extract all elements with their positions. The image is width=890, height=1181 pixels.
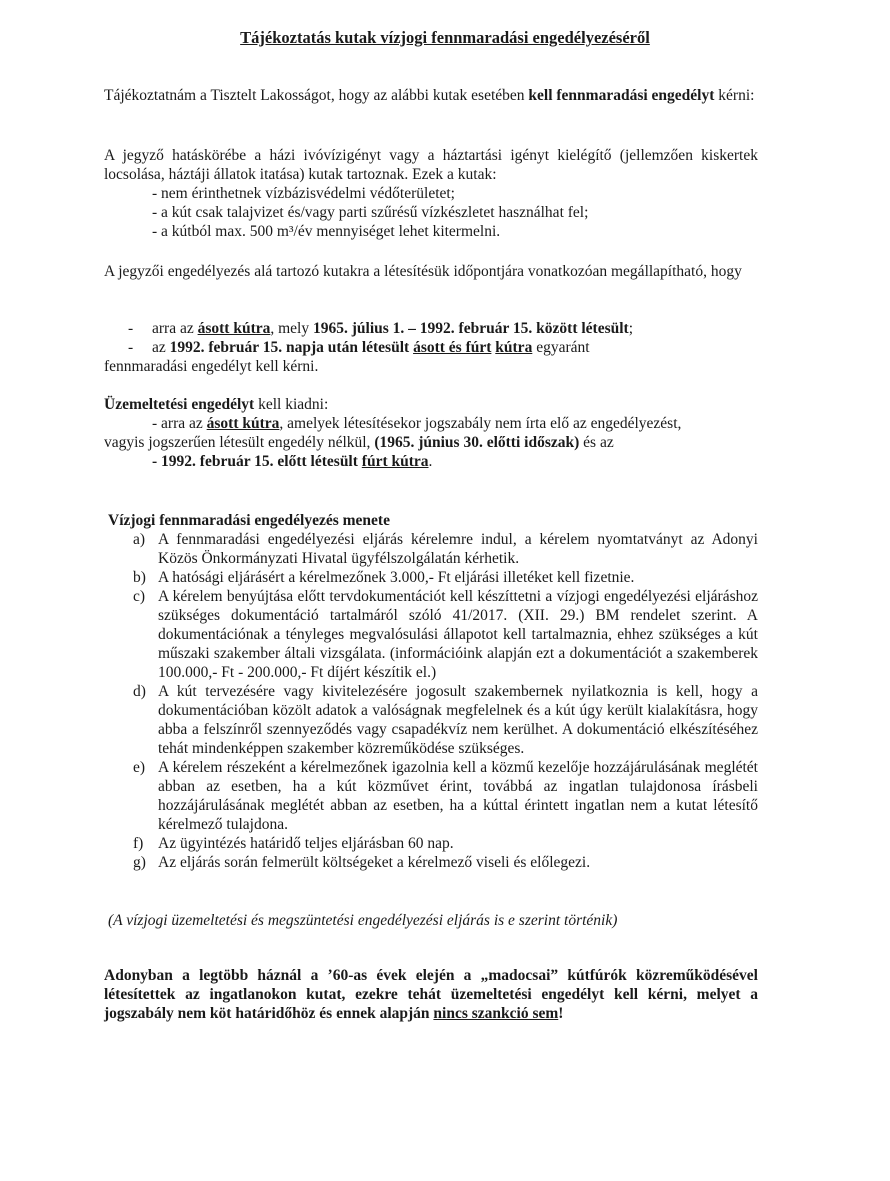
closing-paragraph: Adonyban a legtöbb háznál a ’60-as évek elején a „madocsai” kútfúrók közreműködésével létesítettek az ingatlanokon kutat, ezekre tehát üzemeltetési engedélyt kell kérni, melyet a jogszabály nem köt határidőhöz és ennek alapján nincs szankció sem! <box>104 967 758 1022</box>
operating-line: vagyis jogszerűen létesült engedély nélkül, (1965. június 30. előtti időszak) és az <box>104 434 614 451</box>
operating-line: - 1992. február 15. előtt létesült fúrt kútra. <box>152 453 433 470</box>
intro-bold: kell fennmaradási engedélyt <box>528 87 715 104</box>
procedure-step: g) Az eljárás során felmerült költségeket a kérelmező viseli és előlegezi. <box>133 854 591 871</box>
scope-item: - a kút csak talajvizet és/vagy parti szűrésű vízkészletet használhat fel; <box>152 204 589 221</box>
document-title: Tájékoztatás kutak vízjogi fennmaradási engedélyezéséről <box>240 28 650 47</box>
procedure-step: a) A fennmaradási engedélyezési eljárás kérelemre indul, a kérelem nyomtatványt az Adonyi Közös Önkormányzati Hivatal ügyfélszolgálatán kérhetik. <box>133 531 758 567</box>
intro-paragraph: Tájékoztatnám a Tisztelt Lakosságot, hogy az alábbi kutak esetében kell fennmaradási engedélyt kérni: <box>104 87 755 104</box>
procedure-step: b) A hatósági eljárásért a kérelmezőnek 3.000,- Ft eljárási illetéket kell fizetnie. <box>133 569 635 586</box>
permit-item: - az 1992. február 15. napja után létesült ásott és fúrt kútra egyaránt <box>128 339 590 356</box>
permit-item: - arra az ásott kútra, mely 1965. július 1. – 1992. február 15. között létesült; <box>128 320 634 337</box>
scope-list <box>104 184 758 241</box>
scope-item: - nem érinthetnek vízbázisvédelmi védőterületet; <box>152 185 455 202</box>
scope-item: - a kútból max. 500 m³/év mennyiséget lehet kitermelni. <box>152 223 501 240</box>
scope-paragraph: A jegyző hatáskörébe a házi ivóvízigényt vagy a háztartási igényt kielégítő (jellemzően kiskertek locsolása, háztáji állatok itatása) kutak tartoznak. Ezek a kutak: <box>104 147 758 183</box>
permit-list <box>104 319 758 376</box>
procedure-step: e) A kérelem részeként a kérelmezőnek igazolnia kell a közmű kezelője hozzájárulásának meglétét abban az esetben, ha a kút közművet érint, továbbá az ingatlan tulajdonosa írásbeli hozzájárulásának meglétét abban az esetben, ha a kúttal érintett ingatlan nem a kutat létesítő kérelmező tulajdona. <box>133 759 758 833</box>
procedure-step: c) A kérelem benyújtása előtt tervdokumentációt kell készíttetni a vízjogi engedélyezési eljáráshoz szükséges dokumentáció tartalmáról szóló 41/2017. (XII. 29.) BM rendelet szerint. A dokumentációnak a tényleges megvalósulási állapotot kell tartalmaznia, ehhez szükséges a kút műszaki szakember általi vizsgálata. (információink alapján ezt a dokumentációt a szakemberek 100.000,- Ft - 200.000,- Ft díjért készítik el.) <box>133 588 758 681</box>
permit-intro: A jegyzői engedélyezés alá tartozó kutakra a létesítésük időpontjára vonatkozóan megállapítható, hogy <box>104 263 742 280</box>
operating-line: - arra az ásott kútra, amelyek létesítésekor jogszabály nem írta elő az engedélyezést, <box>152 415 682 432</box>
procedure-note: (A vízjogi üzemeltetési és megszüntetési engedélyezési eljárás is e szerint történik) <box>108 912 618 929</box>
operating-heading: Üzemeltetési engedélyt kell kiadni: <box>104 396 329 413</box>
procedure-steps <box>108 530 758 872</box>
permit-tail: fennmaradási engedélyt kell kérni. <box>104 358 319 375</box>
procedure-step: d) A kút tervezésére vagy kivitelezésére jogosult szakembernek nyilatkoznia is kell, hogy a dokumentációban közölt adatok a valóságnak megfelelnek és a kút úgy került kialakításra, hogy abba a felszínről szennyeződés vagy csapadékvíz nem kerülhet. A dokumentáció elkészítéséhez tehát mindenképpen szakember közreműködése szükséges. <box>133 683 758 757</box>
procedure-section <box>108 511 758 872</box>
closing-emphasis: nincs szankció sem <box>433 1005 559 1022</box>
procedure-heading: Vízjogi fennmaradási engedélyezés menete <box>108 512 390 529</box>
procedure-step: f) Az ügyintézés határidő teljes eljárásban 60 nap. <box>133 835 454 852</box>
operating-section <box>104 395 758 471</box>
